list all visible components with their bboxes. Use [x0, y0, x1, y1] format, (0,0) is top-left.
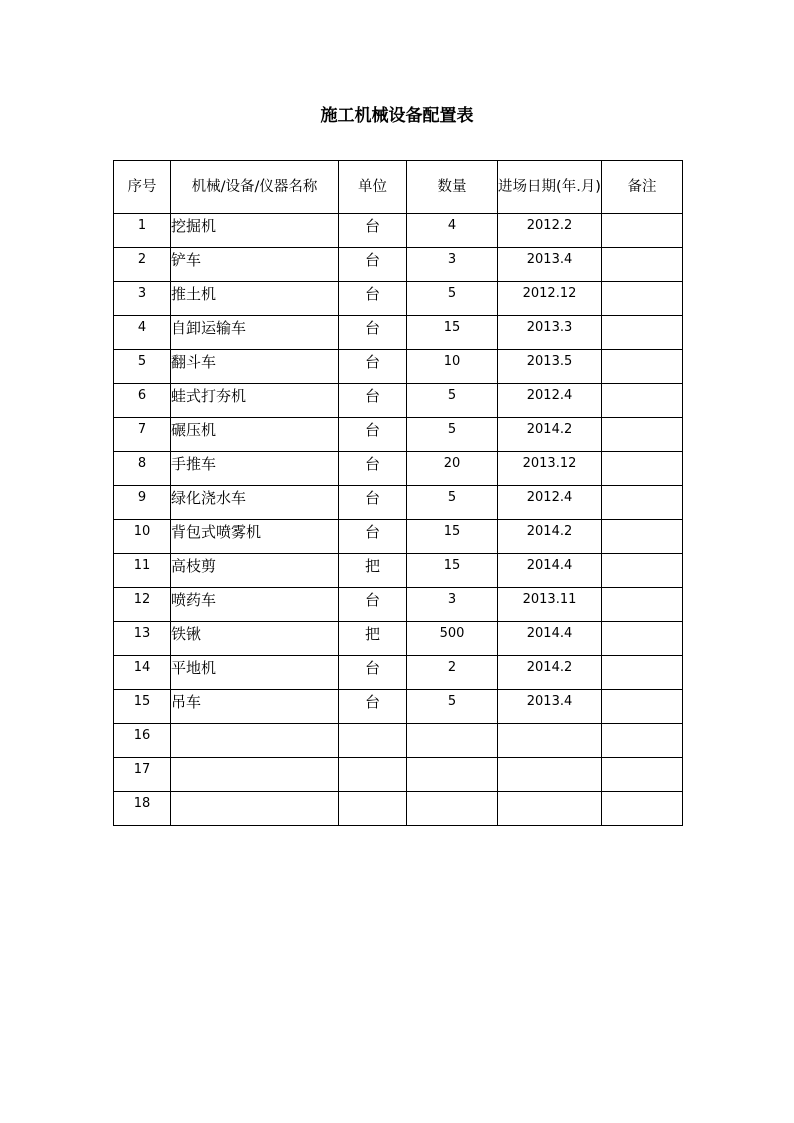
cell-name	[171, 792, 339, 826]
cell-no: 2	[114, 248, 171, 282]
table-row	[114, 316, 683, 350]
cell-remark	[602, 520, 683, 554]
cell-date	[498, 792, 602, 826]
cell-unit: 把	[339, 622, 407, 656]
cell-name: 翻斗车	[171, 350, 339, 384]
cell-remark	[602, 282, 683, 316]
cell-remark	[602, 656, 683, 690]
equipment-table	[113, 160, 683, 826]
cell-no: 15	[114, 690, 171, 724]
cell-date: 2012.12	[498, 282, 602, 316]
cell-remark	[602, 214, 683, 248]
cell-no: 18	[114, 792, 171, 826]
cell-remark	[602, 758, 683, 792]
header-no: 序号	[114, 161, 171, 214]
cell-remark	[602, 690, 683, 724]
cell-name: 吊车	[171, 690, 339, 724]
cell-name: 平地机	[171, 656, 339, 690]
cell-qty: 500	[407, 622, 498, 656]
cell-name: 高枝剪	[171, 554, 339, 588]
cell-name: 喷药车	[171, 588, 339, 622]
cell-unit	[339, 758, 407, 792]
cell-unit: 台	[339, 418, 407, 452]
cell-qty	[407, 758, 498, 792]
cell-date: 2014.2	[498, 656, 602, 690]
cell-date: 2013.4	[498, 690, 602, 724]
cell-date: 2012.2	[498, 214, 602, 248]
cell-unit: 台	[339, 248, 407, 282]
cell-remark	[602, 316, 683, 350]
cell-qty	[407, 724, 498, 758]
table-row	[114, 418, 683, 452]
cell-date: 2012.4	[498, 486, 602, 520]
cell-no: 17	[114, 758, 171, 792]
table-row	[114, 588, 683, 622]
cell-remark	[602, 248, 683, 282]
table-row	[114, 248, 683, 282]
cell-name	[171, 724, 339, 758]
cell-no: 13	[114, 622, 171, 656]
cell-qty	[407, 792, 498, 826]
cell-date: 2013.4	[498, 248, 602, 282]
cell-date: 2013.5	[498, 350, 602, 384]
cell-qty: 2	[407, 656, 498, 690]
cell-remark	[602, 384, 683, 418]
table-row	[114, 554, 683, 588]
cell-qty: 15	[407, 316, 498, 350]
cell-date	[498, 758, 602, 792]
cell-name: 蛙式打夯机	[171, 384, 339, 418]
cell-qty: 5	[407, 690, 498, 724]
header-remark: 备注	[602, 161, 683, 214]
cell-unit: 台	[339, 690, 407, 724]
cell-remark	[602, 792, 683, 826]
cell-unit: 台	[339, 384, 407, 418]
cell-no: 6	[114, 384, 171, 418]
cell-unit: 台	[339, 316, 407, 350]
cell-no: 10	[114, 520, 171, 554]
cell-name: 铁锹	[171, 622, 339, 656]
cell-date: 2014.4	[498, 622, 602, 656]
cell-date: 2013.11	[498, 588, 602, 622]
table-header-row	[114, 161, 683, 214]
table-row	[114, 350, 683, 384]
cell-date: 2014.2	[498, 520, 602, 554]
cell-qty: 10	[407, 350, 498, 384]
header-qty: 数量	[407, 161, 498, 214]
cell-unit: 台	[339, 486, 407, 520]
cell-no: 16	[114, 724, 171, 758]
table-row	[114, 486, 683, 520]
cell-unit: 台	[339, 214, 407, 248]
cell-no: 12	[114, 588, 171, 622]
cell-no: 14	[114, 656, 171, 690]
table-row	[114, 656, 683, 690]
cell-date: 2014.2	[498, 418, 602, 452]
cell-name: 背包式喷雾机	[171, 520, 339, 554]
cell-no: 7	[114, 418, 171, 452]
cell-name: 碾压机	[171, 418, 339, 452]
cell-unit: 台	[339, 282, 407, 316]
cell-name: 自卸运输车	[171, 316, 339, 350]
cell-qty: 3	[407, 588, 498, 622]
cell-qty: 4	[407, 214, 498, 248]
cell-no: 1	[114, 214, 171, 248]
cell-remark	[602, 588, 683, 622]
cell-qty: 15	[407, 554, 498, 588]
cell-qty: 15	[407, 520, 498, 554]
cell-no: 3	[114, 282, 171, 316]
table-row	[114, 724, 683, 758]
cell-date: 2013.3	[498, 316, 602, 350]
cell-unit: 把	[339, 554, 407, 588]
header-date: 进场日期(年.月)	[498, 161, 602, 214]
cell-qty: 5	[407, 418, 498, 452]
table-row	[114, 214, 683, 248]
cell-no: 5	[114, 350, 171, 384]
cell-remark	[602, 452, 683, 486]
cell-qty: 5	[407, 384, 498, 418]
cell-unit	[339, 724, 407, 758]
cell-no: 11	[114, 554, 171, 588]
table-row	[114, 282, 683, 316]
cell-qty: 5	[407, 282, 498, 316]
cell-qty: 5	[407, 486, 498, 520]
cell-remark	[602, 554, 683, 588]
cell-no: 9	[114, 486, 171, 520]
cell-unit: 台	[339, 588, 407, 622]
cell-name	[171, 758, 339, 792]
cell-qty: 20	[407, 452, 498, 486]
table-row	[114, 690, 683, 724]
cell-unit: 台	[339, 520, 407, 554]
table-row	[114, 792, 683, 826]
cell-no: 4	[114, 316, 171, 350]
cell-remark	[602, 418, 683, 452]
cell-remark	[602, 724, 683, 758]
page-title: 施工机械设备配置表	[320, 106, 474, 126]
table-row	[114, 622, 683, 656]
table-row	[114, 758, 683, 792]
table-row	[114, 384, 683, 418]
cell-name: 铲车	[171, 248, 339, 282]
header-unit: 单位	[339, 161, 407, 214]
cell-unit: 台	[339, 452, 407, 486]
header-name: 机械/设备/仪器名称	[171, 161, 339, 214]
cell-remark	[602, 486, 683, 520]
cell-name: 手推车	[171, 452, 339, 486]
cell-remark	[602, 622, 683, 656]
cell-date	[498, 724, 602, 758]
cell-no: 8	[114, 452, 171, 486]
cell-name: 推土机	[171, 282, 339, 316]
cell-name: 绿化浇水车	[171, 486, 339, 520]
cell-qty: 3	[407, 248, 498, 282]
cell-unit: 台	[339, 656, 407, 690]
cell-remark	[602, 350, 683, 384]
table-row	[114, 520, 683, 554]
table-row	[114, 452, 683, 486]
cell-unit	[339, 792, 407, 826]
table-body	[114, 214, 683, 826]
cell-name: 挖掘机	[171, 214, 339, 248]
cell-date: 2014.4	[498, 554, 602, 588]
cell-date: 2012.4	[498, 384, 602, 418]
cell-unit: 台	[339, 350, 407, 384]
cell-date: 2013.12	[498, 452, 602, 486]
